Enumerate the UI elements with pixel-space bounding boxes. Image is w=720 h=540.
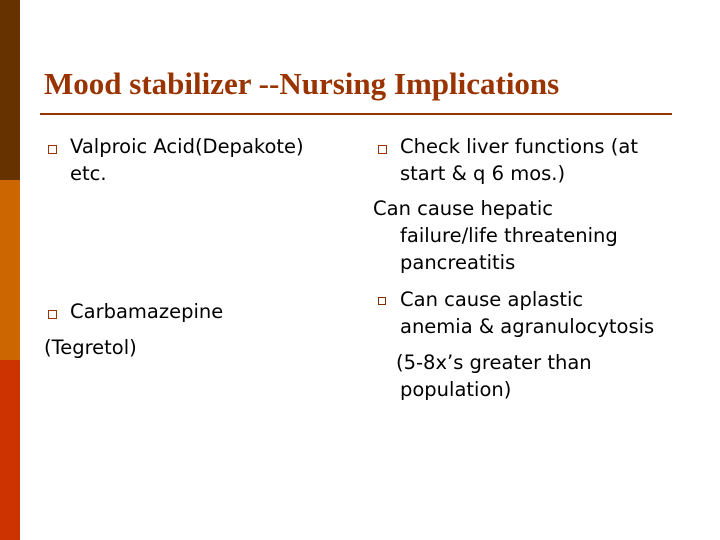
- left-item-3-line-1: (Tegretol): [44, 336, 137, 359]
- slide-title: Mood stabilizer --Nursing Implications: [44, 66, 560, 101]
- right-item-1-line-2: start & q 6 mos.): [400, 162, 566, 185]
- right-item-1-line-1: Check liver functions (at: [400, 135, 638, 158]
- right-item-2-line-1: Can cause hepatic: [373, 197, 553, 220]
- right-item-3-line-2: anemia & agranulocytosis: [400, 315, 655, 338]
- accent-bar-top: [0, 0, 20, 180]
- square-bullet-icon: [48, 145, 57, 154]
- accent-bar-bottom: [0, 360, 20, 540]
- right-item-2-line-2: failure/life threatening: [400, 224, 618, 247]
- square-bullet-icon: [378, 145, 387, 154]
- accent-bar-middle: [0, 180, 20, 360]
- small-square-bullet-icon: [378, 297, 386, 305]
- right-item-3-line-1: Can cause aplastic: [400, 288, 584, 311]
- right-item-4-line-2: population): [400, 378, 512, 401]
- left-item-1-line-1: Valproic Acid(Depakote): [70, 135, 304, 158]
- left-item-1-line-2: etc.: [70, 162, 107, 185]
- right-item-4-line-1: (5-8x’s greater than: [396, 351, 592, 374]
- square-bullet-icon: [48, 310, 57, 319]
- title-divider: [40, 113, 672, 115]
- right-item-2-line-3: pancreatitis: [400, 251, 516, 274]
- left-item-2-line-1: Carbamazepine: [70, 300, 224, 323]
